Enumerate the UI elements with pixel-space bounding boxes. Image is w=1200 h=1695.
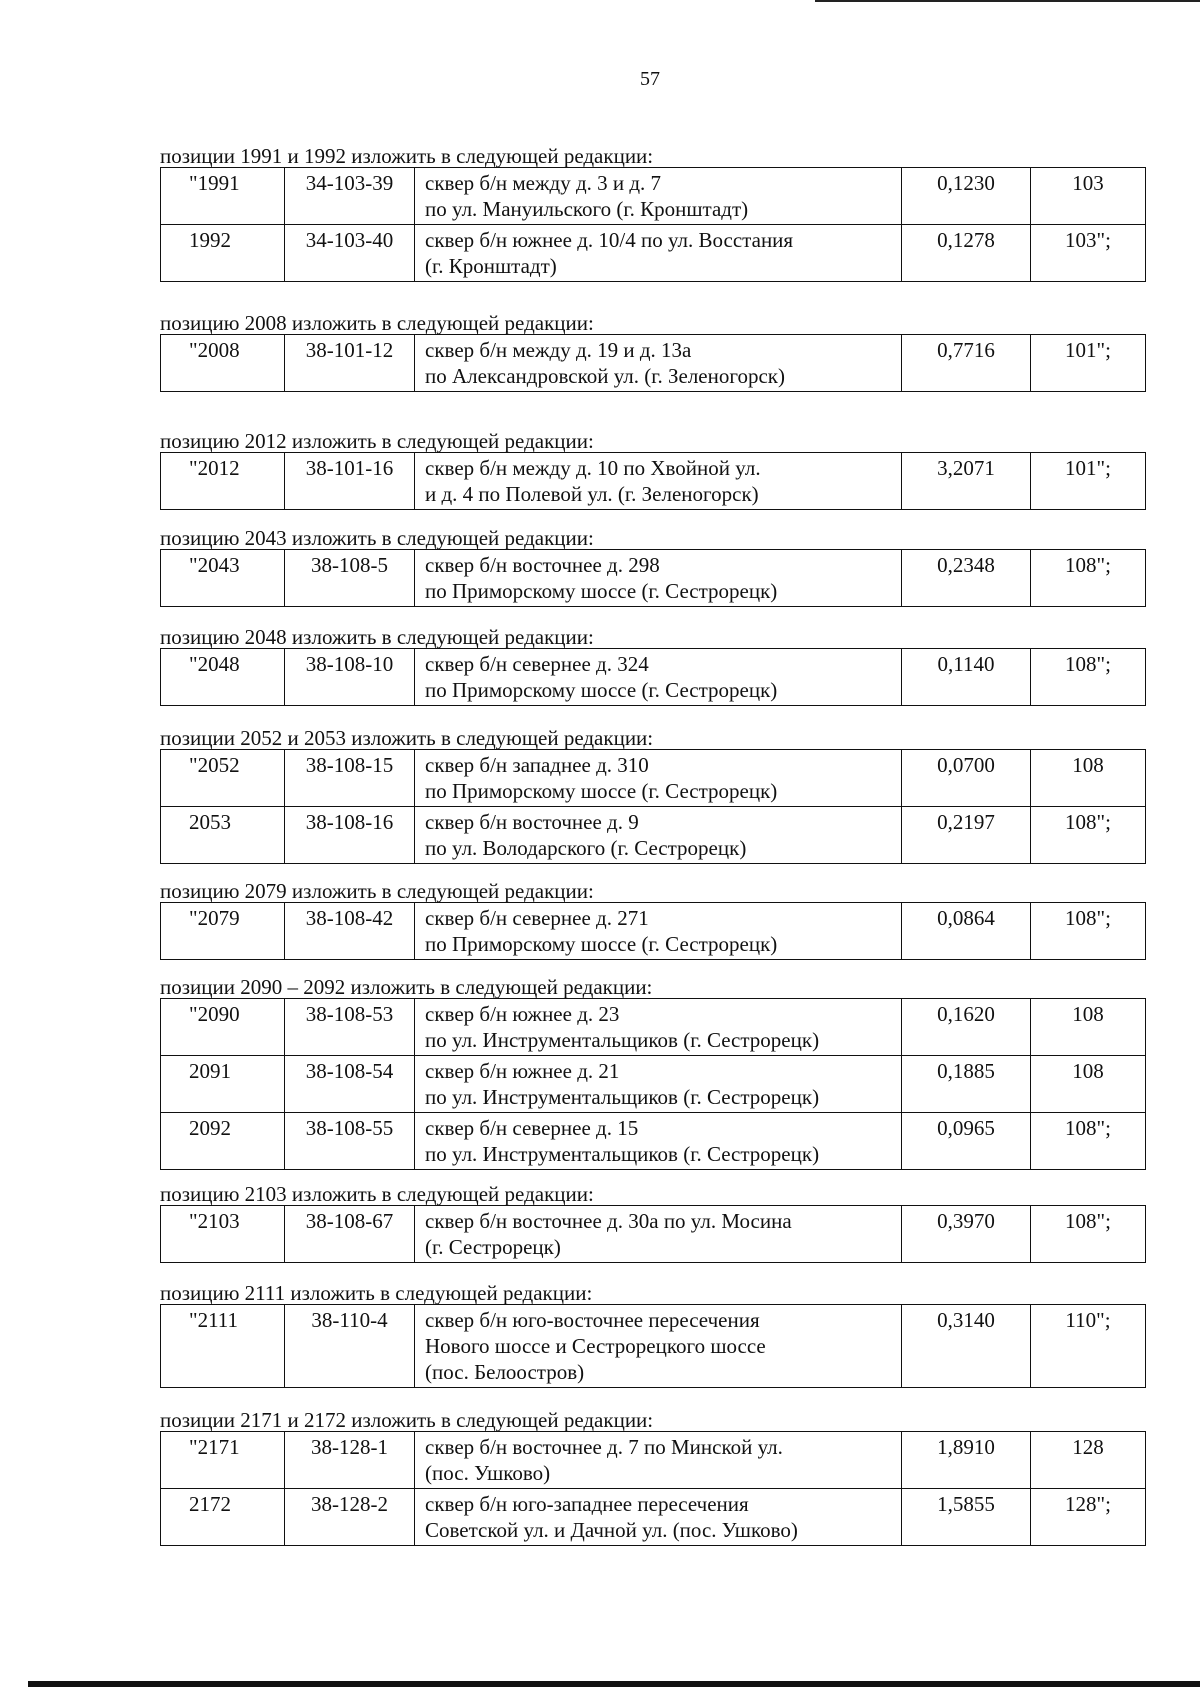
object-description [415, 1489, 902, 1546]
amendment-intro: позицию 2008 изложить в следующей редакции: [160, 311, 594, 335]
object-description [415, 1305, 902, 1388]
amendment-block [160, 976, 1142, 1170]
object-code: 38-108-55 [285, 1113, 415, 1170]
description-line: сквер б/н восточнее д. 30а по ул. Мосина [425, 1209, 792, 1233]
amendment-block [160, 430, 1142, 510]
object-code: 38-108-16 [285, 807, 415, 864]
object-code: 38-108-15 [285, 750, 415, 807]
object-code: 38-128-1 [285, 1432, 415, 1489]
positions-table [160, 998, 1146, 1170]
positions-table [160, 1304, 1146, 1388]
object-code: 34-103-40 [285, 225, 415, 282]
amendment-intro: позиции 1991 и 1992 изложить в следующей редакции: [160, 144, 654, 168]
amendment-block [160, 880, 1142, 960]
position-number: "2048 [161, 649, 285, 706]
object-description [415, 807, 902, 864]
description-line: по Александровской ул. (г. Зеленогорск) [425, 364, 785, 388]
area-value: 0,3970 [902, 1206, 1031, 1263]
zone-number: 108 [1031, 750, 1146, 807]
description-line: Нового шоссе и Сестрорецкого шоссе [425, 1334, 766, 1358]
object-code: 34-103-39 [285, 168, 415, 225]
description-line: (пос. Ушково) [425, 1461, 551, 1485]
positions-table [160, 749, 1146, 864]
object-code: 38-108-67 [285, 1206, 415, 1263]
description-line: сквер б/н южнее д. 23 [425, 1002, 620, 1026]
table-row [161, 999, 1146, 1056]
top-rule [815, 0, 1200, 2]
table-row [161, 807, 1146, 864]
object-code: 38-108-54 [285, 1056, 415, 1113]
amendment-block [160, 145, 1142, 282]
table-row [161, 335, 1146, 392]
object-code: 38-128-2 [285, 1489, 415, 1546]
table-row [161, 1113, 1146, 1170]
area-value: 0,0700 [902, 750, 1031, 807]
zone-number: 108"; [1031, 550, 1146, 607]
position-number: "2008 [161, 335, 285, 392]
description-line: сквер б/н севернее д. 271 [425, 906, 649, 930]
zone-number: 101"; [1031, 453, 1146, 510]
description-line: сквер б/н севернее д. 324 [425, 652, 649, 676]
object-description [415, 903, 902, 960]
position-number: "2103 [161, 1206, 285, 1263]
positions-table [160, 452, 1146, 510]
area-value: 1,5855 [902, 1489, 1031, 1546]
position-number: "2043 [161, 550, 285, 607]
description-line: сквер б/н между д. 3 и д. 7 [425, 171, 662, 195]
zone-number: 101"; [1031, 335, 1146, 392]
zone-number: 128"; [1031, 1489, 1146, 1546]
area-value: 0,1885 [902, 1056, 1031, 1113]
table-row [161, 649, 1146, 706]
positions-table [160, 167, 1146, 282]
position-number: 2053 [161, 807, 285, 864]
position-number: "1991 [161, 168, 285, 225]
description-line: Советской ул. и Дачной ул. (пос. Ушково) [425, 1518, 798, 1542]
table-row [161, 750, 1146, 807]
zone-number: 110"; [1031, 1305, 1146, 1388]
bottom-rule [28, 1681, 1200, 1687]
object-code: 38-108-53 [285, 999, 415, 1056]
description-line: по Приморскому шоссе (г. Сестрорецк) [425, 579, 778, 603]
zone-number: 103 [1031, 168, 1146, 225]
object-description [415, 453, 902, 510]
amendment-block [160, 1282, 1142, 1388]
description-line: сквер б/н юго-западнее пересечения [425, 1492, 749, 1516]
description-line: сквер б/н между д. 19 и д. 13а [425, 338, 692, 362]
zone-number: 108 [1031, 999, 1146, 1056]
position-number: "2052 [161, 750, 285, 807]
table-row [161, 1206, 1146, 1263]
area-value: 0,3140 [902, 1305, 1031, 1388]
area-value: 0,0864 [902, 903, 1031, 960]
position-number: "2079 [161, 903, 285, 960]
amendment-block [160, 312, 1142, 392]
table-row [161, 1056, 1146, 1113]
amendment-intro: позицию 2103 изложить в следующей редакции: [160, 1182, 594, 1206]
zone-number: 108"; [1031, 807, 1146, 864]
amendment-block [160, 1409, 1142, 1546]
object-description [415, 1113, 902, 1170]
page-number: 57 [640, 68, 660, 90]
table-row [161, 1489, 1146, 1546]
description-line: (г. Кронштадт) [425, 254, 557, 278]
description-line: (г. Сестрорецк) [425, 1235, 561, 1259]
area-value: 1,8910 [902, 1432, 1031, 1489]
description-line: и д. 4 по Полевой ул. (г. Зеленогорск) [425, 482, 759, 506]
description-line: сквер б/н юго-восточнее пересечения [425, 1308, 760, 1332]
amendment-intro: позицию 2012 изложить в следующей редакции: [160, 429, 594, 453]
description-line: сквер б/н восточнее д. 9 [425, 810, 639, 834]
amendment-block [160, 1183, 1142, 1263]
table-row [161, 168, 1146, 225]
object-description [415, 1432, 902, 1489]
object-description [415, 649, 902, 706]
description-line: по ул. Мануильского (г. Кронштадт) [425, 197, 749, 221]
description-line: сквер б/н восточнее д. 7 по Минской ул. [425, 1435, 783, 1459]
table-row [161, 453, 1146, 510]
zone-number: 108"; [1031, 649, 1146, 706]
description-line: по Приморскому шоссе (г. Сестрорецк) [425, 779, 778, 803]
description-line: сквер б/н севернее д. 15 [425, 1116, 639, 1140]
object-code: 38-101-12 [285, 335, 415, 392]
area-value: 0,1278 [902, 225, 1031, 282]
amendment-block [160, 527, 1142, 607]
description-line: по ул. Инструментальщиков (г. Сестрорецк) [425, 1085, 820, 1109]
zone-number: 103"; [1031, 225, 1146, 282]
position-number: "2171 [161, 1432, 285, 1489]
positions-table [160, 334, 1146, 392]
area-value: 0,1620 [902, 999, 1031, 1056]
description-line: по Приморскому шоссе (г. Сестрорецк) [425, 932, 778, 956]
positions-table [160, 902, 1146, 960]
position-number: "2012 [161, 453, 285, 510]
object-code: 38-110-4 [285, 1305, 415, 1388]
positions-table [160, 1205, 1146, 1263]
table-row [161, 1305, 1146, 1388]
position-number: 2172 [161, 1489, 285, 1546]
amendment-intro: позиции 2171 и 2172 изложить в следующей редакции: [160, 1408, 654, 1432]
zone-number: 108"; [1031, 903, 1146, 960]
description-line: по ул. Инструментальщиков (г. Сестрорецк) [425, 1142, 820, 1166]
positions-table [160, 1431, 1146, 1546]
position-number: "2111 [161, 1305, 285, 1388]
zone-number: 108"; [1031, 1206, 1146, 1263]
area-value: 0,2197 [902, 807, 1031, 864]
position-number: 2091 [161, 1056, 285, 1113]
table-row [161, 1432, 1146, 1489]
amendment-intro: позицию 2048 изложить в следующей редакции: [160, 625, 594, 649]
area-value: 0,1140 [902, 649, 1031, 706]
object-code: 38-108-5 [285, 550, 415, 607]
description-line: сквер б/н западнее д. 310 [425, 753, 649, 777]
description-line: по ул. Володарского (г. Сестрорецк) [425, 836, 747, 860]
amendment-intro: позиции 2052 и 2053 изложить в следующей редакции: [160, 726, 654, 750]
table-row [161, 550, 1146, 607]
description-line: по Приморскому шоссе (г. Сестрорецк) [425, 678, 778, 702]
area-value: 0,2348 [902, 550, 1031, 607]
description-line: сквер б/н восточнее д. 298 [425, 553, 660, 577]
position-number: "2090 [161, 999, 285, 1056]
amendment-intro: позицию 2043 изложить в следующей редакции: [160, 526, 594, 550]
amendment-intro: позиции 2090 – 2092 изложить в следующей редакции: [160, 975, 653, 999]
object-description [415, 168, 902, 225]
position-number: 2092 [161, 1113, 285, 1170]
position-number: 1992 [161, 225, 285, 282]
object-description [415, 550, 902, 607]
area-value: 0,0965 [902, 1113, 1031, 1170]
object-description [415, 999, 902, 1056]
table-row [161, 225, 1146, 282]
object-code: 38-108-10 [285, 649, 415, 706]
area-value: 0,1230 [902, 168, 1031, 225]
positions-table [160, 648, 1146, 706]
area-value: 3,2071 [902, 453, 1031, 510]
object-description [415, 750, 902, 807]
object-description [415, 1206, 902, 1263]
amendment-intro: позицию 2111 изложить в следующей редакции: [160, 1281, 593, 1305]
object-description [415, 1056, 902, 1113]
zone-number: 128 [1031, 1432, 1146, 1489]
description-line: сквер б/н между д. 10 по Хвойной ул. [425, 456, 761, 480]
area-value: 0,7716 [902, 335, 1031, 392]
table-row [161, 903, 1146, 960]
positions-table [160, 549, 1146, 607]
description-line: сквер б/н южнее д. 10/4 по ул. Восстания [425, 228, 794, 252]
zone-number: 108"; [1031, 1113, 1146, 1170]
description-line: по ул. Инструментальщиков (г. Сестрорецк) [425, 1028, 820, 1052]
object-code: 38-101-16 [285, 453, 415, 510]
object-description [415, 225, 902, 282]
amendment-block [160, 626, 1142, 706]
description-line: (пос. Белоостров) [425, 1360, 585, 1384]
object-description [415, 335, 902, 392]
description-line: сквер б/н южнее д. 21 [425, 1059, 620, 1083]
object-code: 38-108-42 [285, 903, 415, 960]
zone-number: 108 [1031, 1056, 1146, 1113]
amendment-block [160, 727, 1142, 864]
amendment-intro: позицию 2079 изложить в следующей редакции: [160, 879, 594, 903]
